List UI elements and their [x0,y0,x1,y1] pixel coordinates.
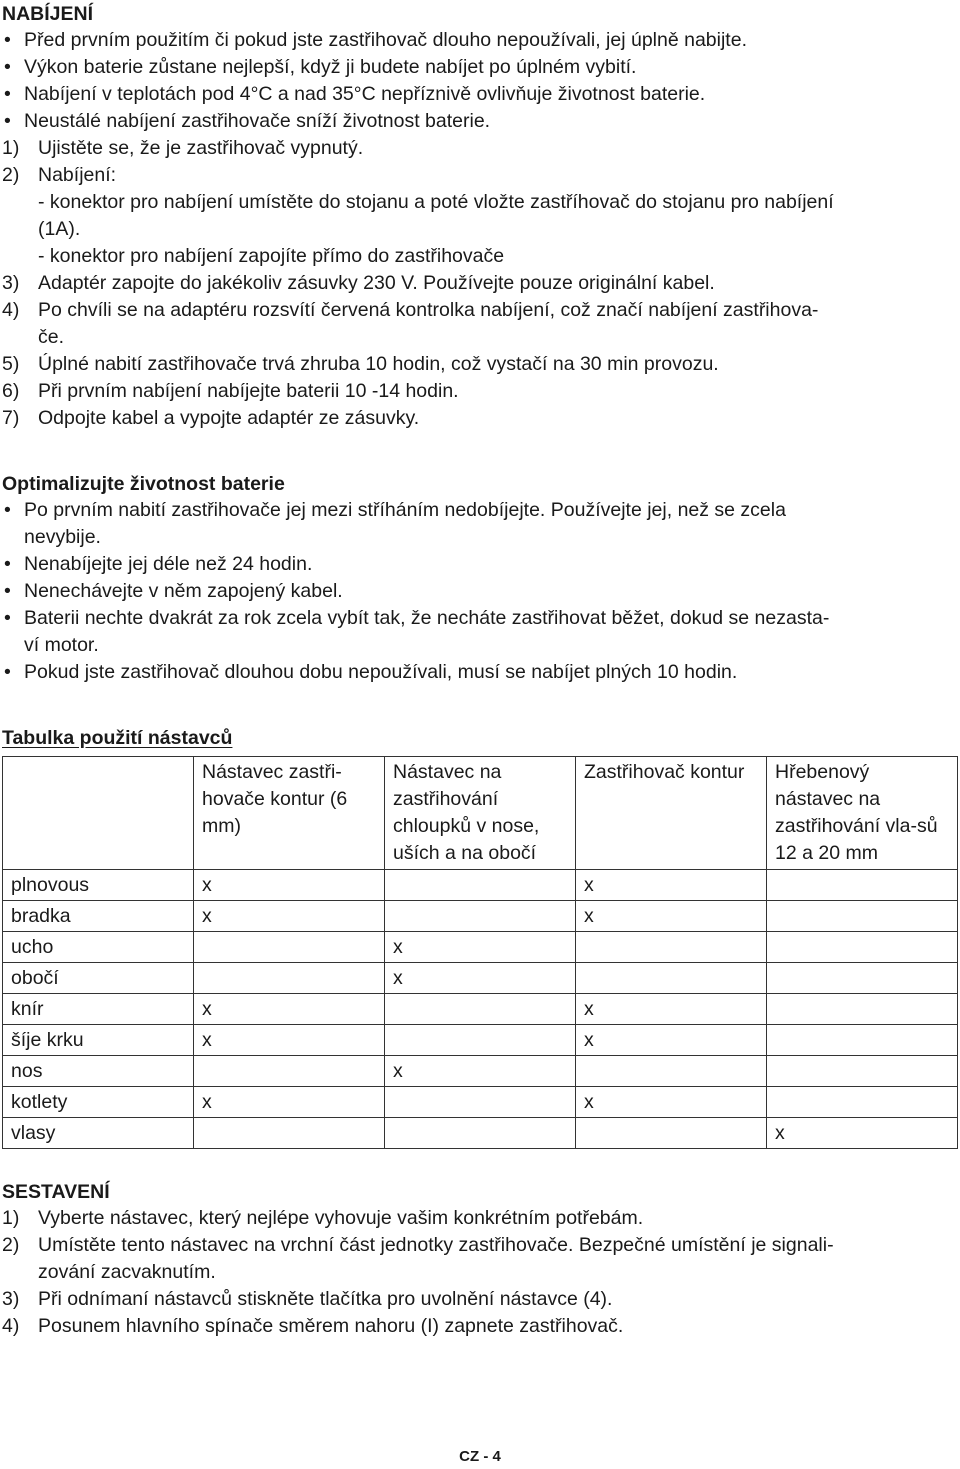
row-label: plnovous [3,870,194,901]
table-cell: x [194,1087,385,1118]
table-cell: x [385,932,576,963]
table-cell: x [385,963,576,994]
table-row [3,870,958,901]
table-cell [767,963,958,994]
section-title-table: Tabulka použití nástavců [2,727,233,749]
table-cell [385,994,576,1025]
table-cell [194,1118,385,1149]
table-row [3,994,958,1025]
table-cell [767,870,958,901]
table-cell [767,1056,958,1087]
table-cell [576,1056,767,1087]
table-cell [576,1118,767,1149]
table-cell [194,1056,385,1087]
table-cell [385,1025,576,1056]
table-cell: x [194,901,385,932]
table-cell: x [767,1118,958,1149]
section-title-battery: Optimalizujte životnost baterie [2,473,285,495]
page-number: CZ - 4 [459,1448,501,1465]
table-cell [767,901,958,932]
table-cell: x [576,1025,767,1056]
column-header: Zastřihovač kontur [576,757,767,870]
section-title-assembly: SESTAVENÍ [2,1181,110,1203]
column-header: Nástavec zastři-hovače kontur (6 mm) [194,757,385,870]
row-label: nos [3,1056,194,1087]
table-cell: x [194,1025,385,1056]
table-cell [767,994,958,1025]
table-cell: x [576,994,767,1025]
table-cell: x [194,870,385,901]
column-header: Nástavec na zastřihování chloupků v nose, uších a na obočí [385,757,576,870]
table-row [3,1087,958,1118]
row-label: šíje krku [3,1025,194,1056]
table-cell: x [194,994,385,1025]
column-header: Hřebenový nástavec na zastřihování vla-sů 12 a 20 mm [767,757,958,870]
table-row [3,963,958,994]
column-header [3,757,194,870]
table-cell: x [576,1087,767,1118]
table-cell: x [385,1056,576,1087]
table-cell [194,932,385,963]
table-cell [576,932,767,963]
table-cell [576,963,767,994]
table-row [3,1025,958,1056]
row-label: vlasy [3,1118,194,1149]
table-header-row [3,757,958,870]
table-cell: x [576,901,767,932]
table-cell [385,870,576,901]
attachment-table [2,756,958,1149]
manual-page: NABÍJENÍ • Před prvním použitím či pokud jste zastřihovač dlouho nepoužívali, jej úplně nabijte. • Výkon baterie zůstane nejlepší, když ji budete nabíjet po úplném vybití. • Nabíjení v teplotách pod 4°C a nad 35°C nepříznivě ovlivňuje životnost baterie. • Neustálé nabíjení zastřihovače sníží životnost baterie. 1) Ujistěte se, že je zastřihovač vypnutý. 2) Nabíjení: - konektor pro nabíjení umístěte do stojanu a poté vložte zastříhovač do stojanu pro nabíjení (1A). - konektor pro nabíjení zapojíte přímo do zastřihovače 3) Adaptér zapojte do jakékoliv zásuvky 230 V. Používejte pouze originální kabel. 4) Po chvíli se na adaptéru rozsvítí červená kontrolka nabíjení, což značí nabíjení zastřihova- če. 5) Úplné nabití zastřihovače trvá zhruba 10 hodin, což vystačí na 30 min provozu. 6) Při prvním nabíjení nabíjejte baterii 10 -14 hodin. 7) Odpojte kabel a vypojte adaptér ze zásuvky. Optimalizujte životnost baterie • Po prvním nabití zastřihovače jej mezi stříháním nedobíjejte. Používejte jej, než se zcela nevybije. • Nenabíjejte jej déle než 24 hodin. • Nenechávejte v něm zapojený kabel. • Baterii nechte dvakrát za rok zcela vybít tak, že necháte zastřihovat běžet, dokud se nezasta- ví motor. • Pokud jste zastřihovač dlouhou dobu nepoužívali, musí se nabíjet plných 10 hodin. Tabulka použití nástavců Nástavec zastři-hovače kontur (6 mm) Nástavec na zastřihování chloupků v nose, uších a na obočí Zastřihovač kontur Hřebenový nástavec na zastřihování vla-sů 12 a 20 mm plnovous x x bradka x x ucho x obočí x knír x x šíje krku x x nos x kotlety x x vlasy x SESTAVENÍ 1) Vyberte nástavec, který nejlépe vyhovuje vašim konkrétním potřebám. 2) Umístěte tento nástavec na vrchní část jednotky zastřihovače. Bezpečné umístění je signali- zování zacvaknutím. 3) Při odnímaní nástavců stiskněte tlačítka pro uvolnění nástavce (4). 4) Posunem hlavního spínače směrem nahoru (I) zapnete zastřihovač. CZ - 4 [0,0,960,1469]
row-label: kotlety [3,1087,194,1118]
table-cell [767,932,958,963]
table-row [3,1118,958,1149]
table-row [3,932,958,963]
table-row [3,901,958,932]
table-cell [385,901,576,932]
table-cell [194,963,385,994]
section-title-charging: NABÍJENÍ [2,3,94,25]
row-label: knír [3,994,194,1025]
table-cell [385,1118,576,1149]
table-cell [767,1025,958,1056]
row-label: bradka [3,901,194,932]
table-cell [385,1087,576,1118]
row-label: obočí [3,963,194,994]
table-cell: x [576,870,767,901]
row-label: ucho [3,932,194,963]
table-cell [767,1087,958,1118]
table-row [3,1056,958,1087]
